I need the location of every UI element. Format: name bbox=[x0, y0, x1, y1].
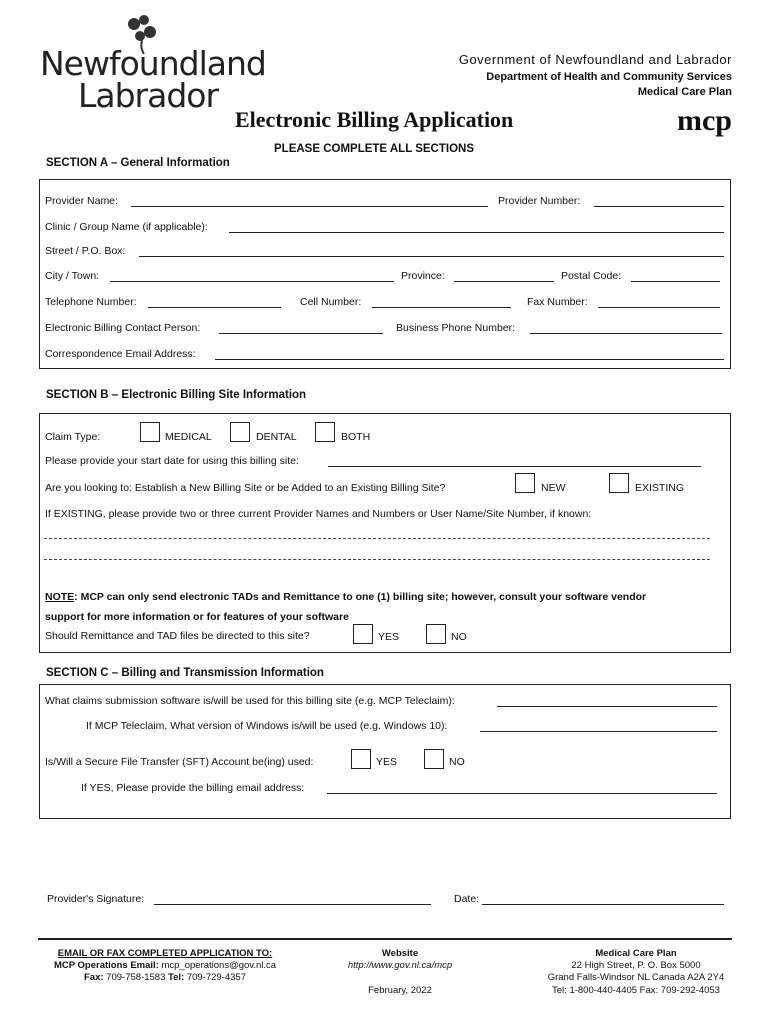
logo bbox=[40, 14, 266, 115]
remittance-no-checkbox[interactable] bbox=[426, 624, 446, 644]
both-label: BOTH bbox=[341, 431, 371, 443]
billing-email-label: If YES, Please provide the billing email address: bbox=[81, 782, 305, 794]
existing-details-field-2[interactable] bbox=[44, 559, 710, 560]
instruction: PLEASE COMPLETE ALL SECTIONS bbox=[274, 143, 474, 155]
new-label: NEW bbox=[541, 482, 566, 494]
existing-label: EXISTING bbox=[635, 482, 685, 494]
section-a-heading: SECTION A – General Information bbox=[46, 157, 230, 169]
gov-name: Government of Newfoundland and Labrador bbox=[458, 52, 732, 67]
billing-email-field[interactable] bbox=[327, 793, 717, 794]
windows-field[interactable] bbox=[480, 731, 717, 732]
start-date-field[interactable] bbox=[328, 466, 701, 467]
cell-field[interactable] bbox=[372, 307, 511, 308]
footer-rule bbox=[38, 938, 732, 940]
fax-label: Fax Number: bbox=[527, 296, 588, 308]
footer-website-link[interactable]: http://www.gov.nl.ca/mcp bbox=[347, 960, 453, 971]
windows-label: If MCP Teleclaim, What version of Windows is/will be used (e.g. Windows 10): bbox=[86, 720, 448, 732]
note-text: : MCP can only send electronic TADs and Remittance to one (1) billing site; however, consult your software vendor bbox=[74, 591, 647, 603]
footer-right-title: Medical Care Plan bbox=[595, 948, 677, 959]
section-c-heading: SECTION C – Billing and Transmission Information bbox=[46, 667, 324, 679]
claim-type-label: Claim Type: bbox=[45, 431, 101, 443]
section-a-box bbox=[39, 179, 731, 369]
cell-label: Cell Number: bbox=[300, 296, 362, 308]
footer-fax-value: 709-758-1583 bbox=[103, 972, 168, 983]
provider-name-field[interactable] bbox=[131, 206, 488, 207]
footer-left-email bbox=[36, 960, 294, 971]
start-date-label: Please provide your start date for using this billing site: bbox=[45, 455, 299, 467]
footer-email-label: MCP Operations Email: bbox=[53, 960, 159, 971]
signature-field[interactable] bbox=[154, 904, 431, 905]
footer-left-phone bbox=[40, 972, 290, 983]
looking-to-label: Are you looking to: Establish a New Billing Site or be Added to an Existing Billing Site? bbox=[45, 482, 446, 494]
footer-email-value[interactable]: mcp_operations@gov.nl.ca bbox=[158, 960, 277, 971]
contact-field[interactable] bbox=[219, 333, 383, 334]
dental-label: DENTAL bbox=[256, 431, 297, 443]
province-field[interactable] bbox=[454, 281, 554, 282]
city-field[interactable] bbox=[110, 281, 394, 282]
medical-label: MEDICAL bbox=[165, 431, 212, 443]
street-label: Street / P.O. Box: bbox=[45, 245, 126, 257]
signature-label: Provider's Signature: bbox=[47, 893, 145, 905]
page-title: Electronic Billing Application bbox=[235, 107, 514, 132]
new-checkbox[interactable] bbox=[515, 473, 535, 493]
contact-label: Electronic Billing Contact Person: bbox=[45, 322, 201, 334]
software-field[interactable] bbox=[497, 706, 717, 707]
street-field[interactable] bbox=[139, 256, 724, 257]
dental-checkbox[interactable] bbox=[230, 422, 250, 442]
remittance-yes-label: YES bbox=[378, 631, 400, 643]
footer-right-phone: Tel: 1-800-440-4405 Fax: 709-292-4053 bbox=[552, 985, 720, 996]
postal-label: Postal Code: bbox=[561, 270, 622, 282]
date-field[interactable] bbox=[482, 904, 724, 905]
remittance-label: Should Remittance and TAD files be directed to this site? bbox=[45, 630, 310, 642]
footer-left-title: EMAIL OR FAX COMPLETED APPLICATION TO: bbox=[57, 948, 273, 959]
provider-number-field[interactable] bbox=[594, 206, 724, 207]
postal-field[interactable] bbox=[631, 281, 720, 282]
business-phone-field[interactable] bbox=[530, 333, 722, 334]
logo-line1: Newfoundland bbox=[40, 44, 266, 83]
note bbox=[45, 591, 646, 603]
sft-no-checkbox[interactable] bbox=[424, 749, 444, 769]
province-label: Province: bbox=[401, 270, 445, 282]
provider-name-label: Provider Name: bbox=[45, 195, 118, 207]
plan-name: Medical Care Plan bbox=[637, 86, 732, 98]
medical-checkbox[interactable] bbox=[140, 422, 160, 442]
telephone-field[interactable] bbox=[148, 307, 281, 308]
date-label: Date: bbox=[454, 893, 480, 905]
sft-yes-checkbox[interactable] bbox=[351, 749, 371, 769]
section-b-heading: SECTION B – Electronic Billing Site Information bbox=[46, 389, 307, 401]
note-text-2: support for more information or for features of your software bbox=[45, 611, 349, 623]
if-existing-label: If EXISTING, please provide two or three current Provider Names and Numbers or User Name/Site Number, if known: bbox=[45, 508, 592, 520]
mcp-logo-text: mcp bbox=[677, 104, 732, 137]
sft-label: Is/Will a Secure File Transfer (SFT) Account be(ing) used: bbox=[45, 756, 314, 768]
footer-tel-label: Tel: bbox=[168, 972, 185, 983]
footer-mid-title: Website bbox=[381, 948, 419, 959]
email-field[interactable] bbox=[215, 359, 724, 360]
email-label: Correspondence Email Address: bbox=[45, 348, 196, 360]
note-label: NOTE bbox=[45, 591, 75, 603]
sft-no-label: NO bbox=[449, 756, 465, 768]
software-label: What claims submission software is/will be used for this billing site (e.g. MCP Teleclaim): bbox=[45, 695, 455, 707]
business-phone-label: Business Phone Number: bbox=[396, 322, 516, 334]
logo-line2: Labrador bbox=[78, 76, 219, 115]
clinic-field[interactable] bbox=[229, 232, 724, 233]
provider-number-label: Provider Number: bbox=[498, 195, 581, 207]
footer-right-address: 22 High Street, P. O. Box 5000 bbox=[571, 960, 701, 971]
remittance-yes-checkbox[interactable] bbox=[353, 624, 373, 644]
city-label: City / Town: bbox=[45, 270, 100, 282]
footer-right-city: Grand Falls-Windsor NL Canada A2A 2Y4 bbox=[547, 972, 725, 983]
remittance-no-label: NO bbox=[451, 631, 467, 643]
footer-date: February, 2022 bbox=[368, 985, 432, 996]
telephone-label: Telephone Number: bbox=[45, 296, 137, 308]
sft-yes-label: YES bbox=[376, 756, 398, 768]
fax-field[interactable] bbox=[598, 307, 720, 308]
existing-details-field-1[interactable] bbox=[44, 538, 710, 539]
footer-fax-label: Fax: bbox=[84, 972, 104, 983]
existing-checkbox[interactable] bbox=[609, 473, 629, 493]
dept-name: Department of Health and Community Services bbox=[486, 71, 732, 83]
footer-tel-value: 709-729-4357 bbox=[184, 972, 246, 983]
clinic-label: Clinic / Group Name (if applicable): bbox=[45, 221, 208, 233]
both-checkbox[interactable] bbox=[315, 422, 335, 442]
